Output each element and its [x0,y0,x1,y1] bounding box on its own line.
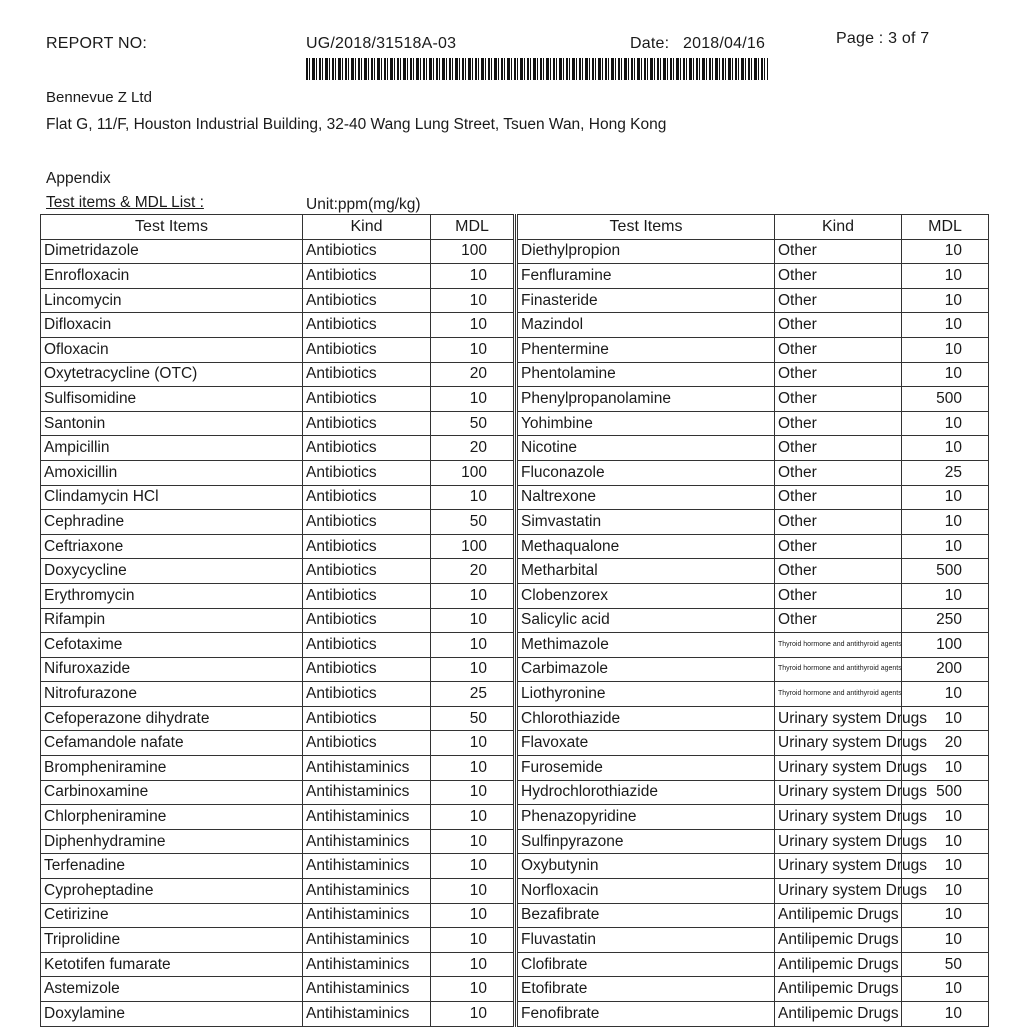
cell-mdl: 10 [902,756,989,781]
cell-test-item: Amoxicillin [41,460,303,485]
table-header-row [41,215,514,240]
cell-kind: Antihistaminics [303,952,431,977]
cell-test-item: Ampicillin [41,436,303,461]
table-row [517,608,989,633]
table-row [41,608,514,633]
cell-kind: Antibiotics [303,510,431,535]
cell-mdl: 10 [902,485,989,510]
cell-kind: Antilipemic Drugs [775,1002,902,1027]
cell-mdl: 50 [431,706,514,731]
table-row [41,731,514,756]
cell-kind: Antibiotics [303,362,431,387]
cell-mdl: 100 [431,460,514,485]
cell-kind: Urinary system Drugs [775,879,902,904]
cell-test-item: Astemizole [41,977,303,1002]
cell-kind: Antihistaminics [303,903,431,928]
table-row [41,879,514,904]
cell-kind: Other [775,313,902,338]
cell-mdl: 500 [902,780,989,805]
column-header-kind: Kind [303,215,431,240]
cell-test-item: Nifuroxazide [41,657,303,682]
cell-mdl: 20 [902,731,989,756]
cell-test-item: Metharbital [517,559,775,584]
cell-kind: Other [775,485,902,510]
cell-test-item: Yohimbine [517,411,775,436]
cell-mdl: 100 [431,534,514,559]
table-row [41,436,514,461]
company-name: Bennevue Z Ltd [46,89,152,106]
cell-mdl: 10 [902,805,989,830]
cell-kind: Antihistaminics [303,829,431,854]
cell-test-item: Finasteride [517,288,775,313]
table-row [517,706,989,731]
table-row [41,583,514,608]
cell-kind: Antibiotics [303,682,431,707]
cell-kind: Antilipemic Drugs [775,952,902,977]
table-row [41,805,514,830]
cell-kind: Antihistaminics [303,805,431,830]
cell-test-item: Oxytetracycline (OTC) [41,362,303,387]
cell-kind: Antibiotics [303,264,431,289]
cell-test-item: Ceftriaxone [41,534,303,559]
cell-kind: Thyroid hormone and antithyroid agents [775,657,902,682]
cell-kind: Antilipemic Drugs [775,928,902,953]
cell-test-item: Enrofloxacin [41,264,303,289]
table-row [517,264,989,289]
cell-mdl: 50 [431,510,514,535]
cell-mdl: 10 [902,362,989,387]
cell-mdl: 10 [431,313,514,338]
table-row [517,854,989,879]
cell-test-item: Bezafibrate [517,903,775,928]
table-row [517,362,989,387]
cell-kind: Antibiotics [303,583,431,608]
table-row [517,288,989,313]
cell-test-item: Cefotaxime [41,633,303,658]
cell-test-item: Cetirizine [41,903,303,928]
cell-mdl: 100 [431,239,514,264]
table-row [41,854,514,879]
cell-test-item: Clindamycin HCl [41,485,303,510]
cell-mdl: 10 [431,879,514,904]
cell-mdl: 10 [431,731,514,756]
unit-label: Unit:ppm(mg/kg) [306,196,421,213]
report-number: UG/2018/31518A-03 [306,35,457,52]
table-row [41,829,514,854]
table-row [517,313,989,338]
table-row [517,879,989,904]
cell-mdl: 250 [902,608,989,633]
cell-test-item: Phentermine [517,337,775,362]
cell-kind: Antihistaminics [303,1002,431,1027]
cell-mdl: 20 [431,362,514,387]
cell-mdl: 10 [902,682,989,707]
cell-test-item: Santonin [41,411,303,436]
table-row [517,559,989,584]
table-row [517,903,989,928]
cell-kind: Urinary system Drugs [775,805,902,830]
cell-test-item: Sulfisomidine [41,387,303,412]
cell-test-item: Naltrexone [517,485,775,510]
cell-kind: Antibiotics [303,534,431,559]
cell-mdl: 10 [431,264,514,289]
cell-test-item: Methaqualone [517,534,775,559]
cell-mdl: 10 [902,436,989,461]
cell-kind: Other [775,510,902,535]
cell-kind: Antibiotics [303,559,431,584]
cell-test-item: Sulfinpyrazone [517,829,775,854]
cell-kind: Urinary system Drugs [775,756,902,781]
cell-kind: Antibiotics [303,239,431,264]
cell-test-item: Furosemide [517,756,775,781]
table-row [517,239,989,264]
cell-mdl: 10 [431,608,514,633]
cell-mdl: 200 [902,657,989,682]
cell-test-item: Phentolamine [517,362,775,387]
cell-kind: Other [775,264,902,289]
table-row [517,952,989,977]
cell-mdl: 10 [431,805,514,830]
cell-kind: Other [775,559,902,584]
cell-kind: Antibiotics [303,485,431,510]
table-row [517,436,989,461]
table-row [41,362,514,387]
cell-kind: Other [775,362,902,387]
cell-kind: Thyroid hormone and antithyroid agents [775,633,902,658]
cell-mdl: 20 [431,436,514,461]
cell-kind: Other [775,337,902,362]
cell-test-item: Carbinoxamine [41,780,303,805]
cell-test-item: Hydrochlorothiazide [517,780,775,805]
cell-mdl: 500 [902,559,989,584]
table-row [517,485,989,510]
table-row [517,682,989,707]
cell-kind: Antibiotics [303,460,431,485]
cell-mdl: 10 [431,756,514,781]
cell-kind: Antibiotics [303,608,431,633]
cell-test-item: Oxybutynin [517,854,775,879]
table-row [41,682,514,707]
cell-mdl: 10 [431,337,514,362]
cell-kind: Urinary system Drugs [775,854,902,879]
cell-test-item: Doxylamine [41,1002,303,1027]
cell-mdl: 25 [431,682,514,707]
cell-test-item: Diphenhydramine [41,829,303,854]
cell-test-item: Nicotine [517,436,775,461]
table-row [517,731,989,756]
table-row [41,510,514,535]
cell-kind: Thyroid hormone and antithyroid agents [775,682,902,707]
cell-mdl: 50 [902,952,989,977]
cell-mdl: 10 [431,657,514,682]
cell-mdl: 20 [431,559,514,584]
cell-mdl: 10 [902,239,989,264]
cell-test-item: Ofloxacin [41,337,303,362]
date-label: Date: [630,35,670,52]
table-row [41,534,514,559]
cell-mdl: 10 [902,879,989,904]
cell-kind: Other [775,583,902,608]
cell-test-item: Difloxacin [41,313,303,338]
cell-test-item: Clofibrate [517,952,775,977]
cell-test-item: Carbimazole [517,657,775,682]
cell-mdl: 10 [431,977,514,1002]
cell-mdl: 10 [431,780,514,805]
cell-test-item: Norfloxacin [517,879,775,904]
table-row [41,977,514,1002]
date-value: 2018/04/16 [683,35,766,52]
cell-test-item: Salicylic acid [517,608,775,633]
cell-test-item: Dimetridazole [41,239,303,264]
cell-test-item: Simvastatin [517,510,775,535]
table-row [517,829,989,854]
cell-mdl: 50 [431,411,514,436]
table-row [41,952,514,977]
cell-kind: Other [775,534,902,559]
cell-mdl: 10 [431,928,514,953]
table-row [517,583,989,608]
table-row [41,657,514,682]
column-header-kind: Kind [775,215,902,240]
cell-kind: Other [775,608,902,633]
table-row [517,387,989,412]
cell-kind: Other [775,436,902,461]
cell-kind: Antibiotics [303,411,431,436]
cell-test-item: Nitrofurazone [41,682,303,707]
cell-kind: Antihistaminics [303,756,431,781]
cell-test-item: Mazindol [517,313,775,338]
cell-kind: Other [775,387,902,412]
cell-kind: Antibiotics [303,387,431,412]
cell-mdl: 25 [902,460,989,485]
table-row [41,706,514,731]
table-row [517,928,989,953]
cell-mdl: 10 [902,903,989,928]
table-row [41,337,514,362]
table-header-row [517,215,989,240]
cell-test-item: Ketotifen fumarate [41,952,303,977]
cell-mdl: 10 [902,1002,989,1027]
cell-kind: Antihistaminics [303,879,431,904]
table-row [41,780,514,805]
cell-mdl: 10 [431,952,514,977]
table-row [41,313,514,338]
cell-test-item: Fenofibrate [517,1002,775,1027]
cell-mdl: 500 [902,387,989,412]
table-row [517,657,989,682]
cell-kind: Urinary system Drugs [775,731,902,756]
cell-test-item: Clobenzorex [517,583,775,608]
table-row [41,756,514,781]
cell-kind: Other [775,288,902,313]
cell-mdl: 10 [431,583,514,608]
cell-mdl: 10 [902,854,989,879]
cell-kind: Urinary system Drugs [775,780,902,805]
cell-test-item: Cephradine [41,510,303,535]
cell-kind: Antihistaminics [303,854,431,879]
column-header-mdl: MDL [431,215,514,240]
cell-test-item: Terfenadine [41,854,303,879]
column-header-test-items: Test Items [517,215,775,240]
test-items-list-label: Test items & MDL List : [46,194,204,211]
cell-mdl: 10 [902,829,989,854]
table-row [517,510,989,535]
cell-kind: Antibiotics [303,657,431,682]
cell-mdl: 10 [902,337,989,362]
page-number: Page : 3 of 7 [836,30,930,47]
cell-test-item: Chlorothiazide [517,706,775,731]
table-row [41,387,514,412]
cell-kind: Antilipemic Drugs [775,977,902,1002]
cell-test-item: Phenylpropanolamine [517,387,775,412]
cell-test-item: Lincomycin [41,288,303,313]
table-row [517,756,989,781]
cell-mdl: 10 [431,829,514,854]
cell-test-item: Cyproheptadine [41,879,303,904]
cell-kind: Other [775,239,902,264]
cell-test-item: Chlorpheniramine [41,805,303,830]
cell-test-item: Phenazopyridine [517,805,775,830]
table-row [41,633,514,658]
table-row [517,1002,989,1027]
cell-kind: Antibiotics [303,731,431,756]
cell-kind: Antihistaminics [303,780,431,805]
company-address: Flat G, 11/F, Houston Industrial Building, 32-40 Wang Lung Street, Tsuen Wan, Hong Kong [46,116,667,133]
table-row [41,264,514,289]
table-row [41,485,514,510]
table-row [41,1002,514,1027]
cell-mdl: 10 [902,706,989,731]
cell-kind: Antibiotics [303,337,431,362]
table-row [517,633,989,658]
cell-kind: Antibiotics [303,706,431,731]
table-row [517,337,989,362]
cell-kind: Other [775,460,902,485]
cell-test-item: Rifampin [41,608,303,633]
table-row [41,903,514,928]
cell-mdl: 100 [902,633,989,658]
cell-mdl: 10 [902,288,989,313]
table-row [517,460,989,485]
right-test-items-table [515,214,989,1027]
table-row [41,288,514,313]
cell-test-item: Methimazole [517,633,775,658]
table-row [517,805,989,830]
cell-mdl: 10 [431,854,514,879]
cell-test-item: Doxycycline [41,559,303,584]
cell-test-item: Brompheniramine [41,756,303,781]
appendix-title: Appendix [46,170,111,187]
cell-mdl: 10 [431,1002,514,1027]
cell-mdl: 10 [902,583,989,608]
cell-test-item: Fenfluramine [517,264,775,289]
cell-test-item: Fluvastatin [517,928,775,953]
cell-mdl: 10 [902,313,989,338]
column-header-test-items: Test Items [41,215,303,240]
cell-mdl: 10 [902,510,989,535]
cell-kind: Antibiotics [303,633,431,658]
table-row [517,977,989,1002]
cell-mdl: 10 [902,928,989,953]
table-row [41,239,514,264]
cell-test-item: Erythromycin [41,583,303,608]
cell-kind: Antihistaminics [303,977,431,1002]
table-row [41,928,514,953]
cell-test-item: Fluconazole [517,460,775,485]
table-row [41,559,514,584]
table-row [517,780,989,805]
cell-test-item: Liothyronine [517,682,775,707]
cell-mdl: 10 [431,387,514,412]
cell-test-item: Triprolidine [41,928,303,953]
cell-mdl: 10 [431,485,514,510]
cell-mdl: 10 [902,534,989,559]
cell-mdl: 10 [431,633,514,658]
table-row [41,411,514,436]
table-row [41,460,514,485]
cell-mdl: 10 [902,264,989,289]
cell-kind: Other [775,411,902,436]
cell-kind: Urinary system Drugs [775,829,902,854]
table-row [517,534,989,559]
cell-mdl: 10 [902,411,989,436]
report-label: REPORT NO: [46,35,147,52]
cell-mdl: 10 [431,288,514,313]
cell-test-item: Cefoperazone dihydrate [41,706,303,731]
cell-kind: Antilipemic Drugs [775,903,902,928]
cell-mdl: 10 [431,903,514,928]
cell-test-item: Cefamandole nafate [41,731,303,756]
barcode [306,58,768,80]
cell-kind: Antihistaminics [303,928,431,953]
cell-kind: Antibiotics [303,313,431,338]
cell-test-item: Etofibrate [517,977,775,1002]
table-row [517,411,989,436]
left-test-items-table [40,214,514,1027]
cell-mdl: 10 [902,977,989,1002]
column-header-mdl: MDL [902,215,989,240]
cell-kind: Urinary system Drugs [775,706,902,731]
cell-test-item: Flavoxate [517,731,775,756]
cell-kind: Antibiotics [303,436,431,461]
cell-test-item: Diethylpropion [517,239,775,264]
cell-kind: Antibiotics [303,288,431,313]
